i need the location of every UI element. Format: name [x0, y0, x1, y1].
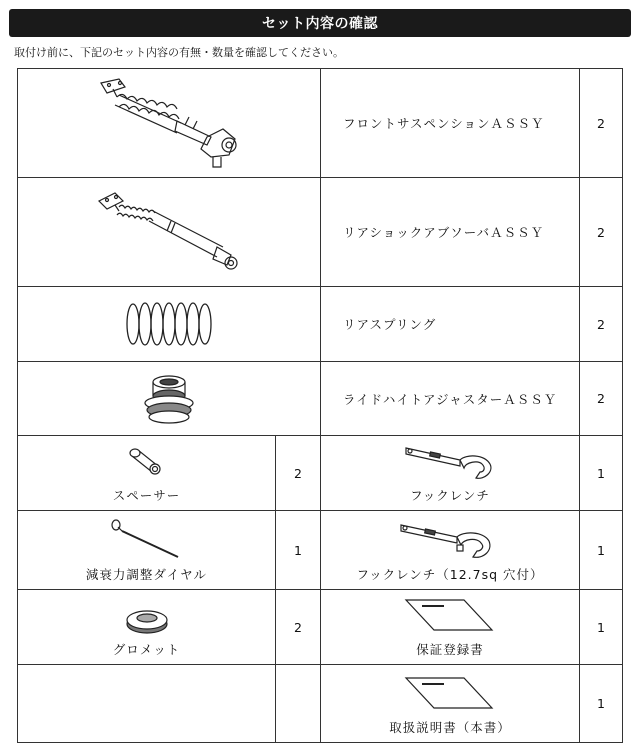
item-qty: 2	[580, 287, 623, 362]
hook-wrench-icon	[400, 442, 500, 482]
table-row	[18, 590, 623, 665]
damping-dial-cell	[18, 511, 276, 590]
item-name: フックレンチ（12.7sq 穴付）	[356, 567, 544, 582]
table-row	[18, 511, 623, 590]
ride-height-adjuster-icon	[134, 370, 204, 428]
table-row	[18, 665, 623, 743]
hook-wrench-square-icon	[395, 519, 505, 561]
grommet-cell	[18, 590, 276, 665]
item-qty: 1	[580, 511, 623, 590]
item-qty: 2	[580, 178, 623, 287]
spacer-icon	[122, 448, 172, 482]
warranty-document-icon	[400, 596, 500, 636]
rear-spring-image-cell	[18, 287, 321, 362]
item-name: スペーサー	[112, 488, 181, 503]
front-suspension-icon	[89, 73, 249, 173]
table-row	[18, 362, 623, 436]
item-name: フロントサスペンションＡＳＳＹ	[321, 69, 580, 178]
empty-qty-cell	[276, 665, 321, 743]
damping-dial-icon	[92, 517, 202, 561]
item-qty: 2	[276, 590, 321, 665]
item-qty: 2	[580, 362, 623, 436]
parts-table	[17, 68, 623, 743]
ride-height-adjuster-image-cell	[18, 362, 321, 436]
spacer-cell	[18, 436, 276, 511]
item-qty: 2	[276, 436, 321, 511]
item-qty: 1	[580, 590, 623, 665]
front-suspension-image-cell	[18, 69, 321, 178]
item-name: リアショックアブソーバＡＳＳＹ	[321, 178, 580, 287]
item-qty: 1	[580, 436, 623, 511]
item-name: グロメット	[112, 642, 181, 657]
warranty-cell	[321, 590, 580, 665]
rear-spring-icon	[119, 294, 219, 354]
item-name: 減衰力調整ダイヤル	[85, 567, 208, 582]
manual-cell	[321, 665, 580, 743]
item-qty: 2	[580, 69, 623, 178]
intro-text: 取付け前に、下記のセット内容の有無・数量を確認してください。	[14, 46, 344, 59]
hook-wrench-cell	[321, 436, 580, 511]
empty-cell	[18, 665, 276, 743]
item-qty: 1	[276, 511, 321, 590]
item-qty: 1	[580, 665, 623, 743]
section-title: セット内容の確認	[262, 16, 378, 32]
table-row	[18, 69, 623, 178]
table-row	[18, 436, 623, 511]
table-row	[18, 178, 623, 287]
rear-shock-icon	[89, 185, 249, 280]
rear-shock-image-cell	[18, 178, 321, 287]
item-name: 保証登録書	[416, 642, 484, 657]
grommet-icon	[122, 604, 172, 636]
item-name: ライドハイトアジャスターＡＳＳＹ	[321, 362, 580, 436]
item-name: 取扱説明書（本書）	[389, 720, 511, 735]
manual-document-icon	[400, 674, 500, 714]
item-name: フックレンチ	[410, 488, 490, 503]
section-title-bar	[9, 9, 631, 37]
hook-wrench-square-cell	[321, 511, 580, 590]
item-name: リアスプリング	[321, 287, 580, 362]
table-row	[18, 287, 623, 362]
